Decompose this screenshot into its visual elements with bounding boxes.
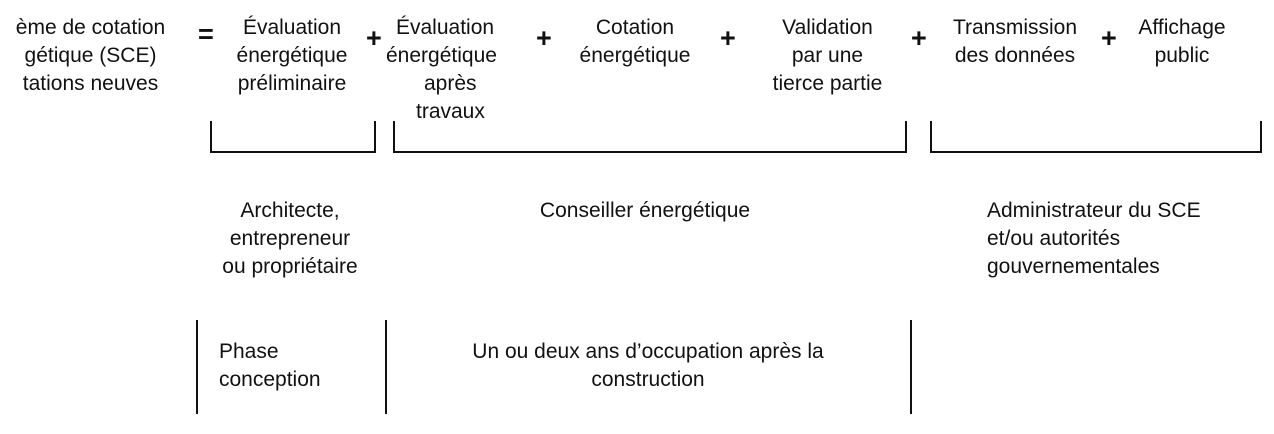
phase-divider [196,320,198,414]
bracket-administrator [930,121,1262,153]
step-public-display: Affichage public [1138,16,1226,67]
bracket-design-actor [210,121,376,153]
equals-sign: = [198,19,214,49]
plus-sign: + [1101,23,1117,53]
step-preliminary-evaluation: Évaluation énergétique préliminaire [236,16,348,95]
actor-administrator: Administrateur du SCE et/ou autorités gouvernementales [987,199,1201,278]
phase-occupancy: Un ou deux ans d’occupation après la construction [472,340,824,391]
plus-sign: + [911,23,927,53]
actor-architect: Architecte, entrepreneur ou propriétaire [222,199,358,278]
phase-design: Phase conception [219,340,321,391]
step-third-party-validation: Validation par une tierce partie [772,16,883,95]
system-label: ème de cotation gétique (SCE) tations neuves [15,16,166,95]
plus-sign: + [536,23,552,53]
actor-energy-advisor: Conseiller énergétique [539,199,751,222]
plus-sign: + [366,23,382,53]
step-post-work-evaluation: Évaluation énergétique après travaux [386,16,497,123]
step-data-transmission: Transmission des données [952,16,1078,67]
step-energy-rating: Cotation énergétique [579,16,691,67]
plus-sign: + [720,23,736,53]
phase-divider [910,320,912,414]
bracket-energy-advisor [393,121,907,153]
phase-divider [385,320,387,414]
